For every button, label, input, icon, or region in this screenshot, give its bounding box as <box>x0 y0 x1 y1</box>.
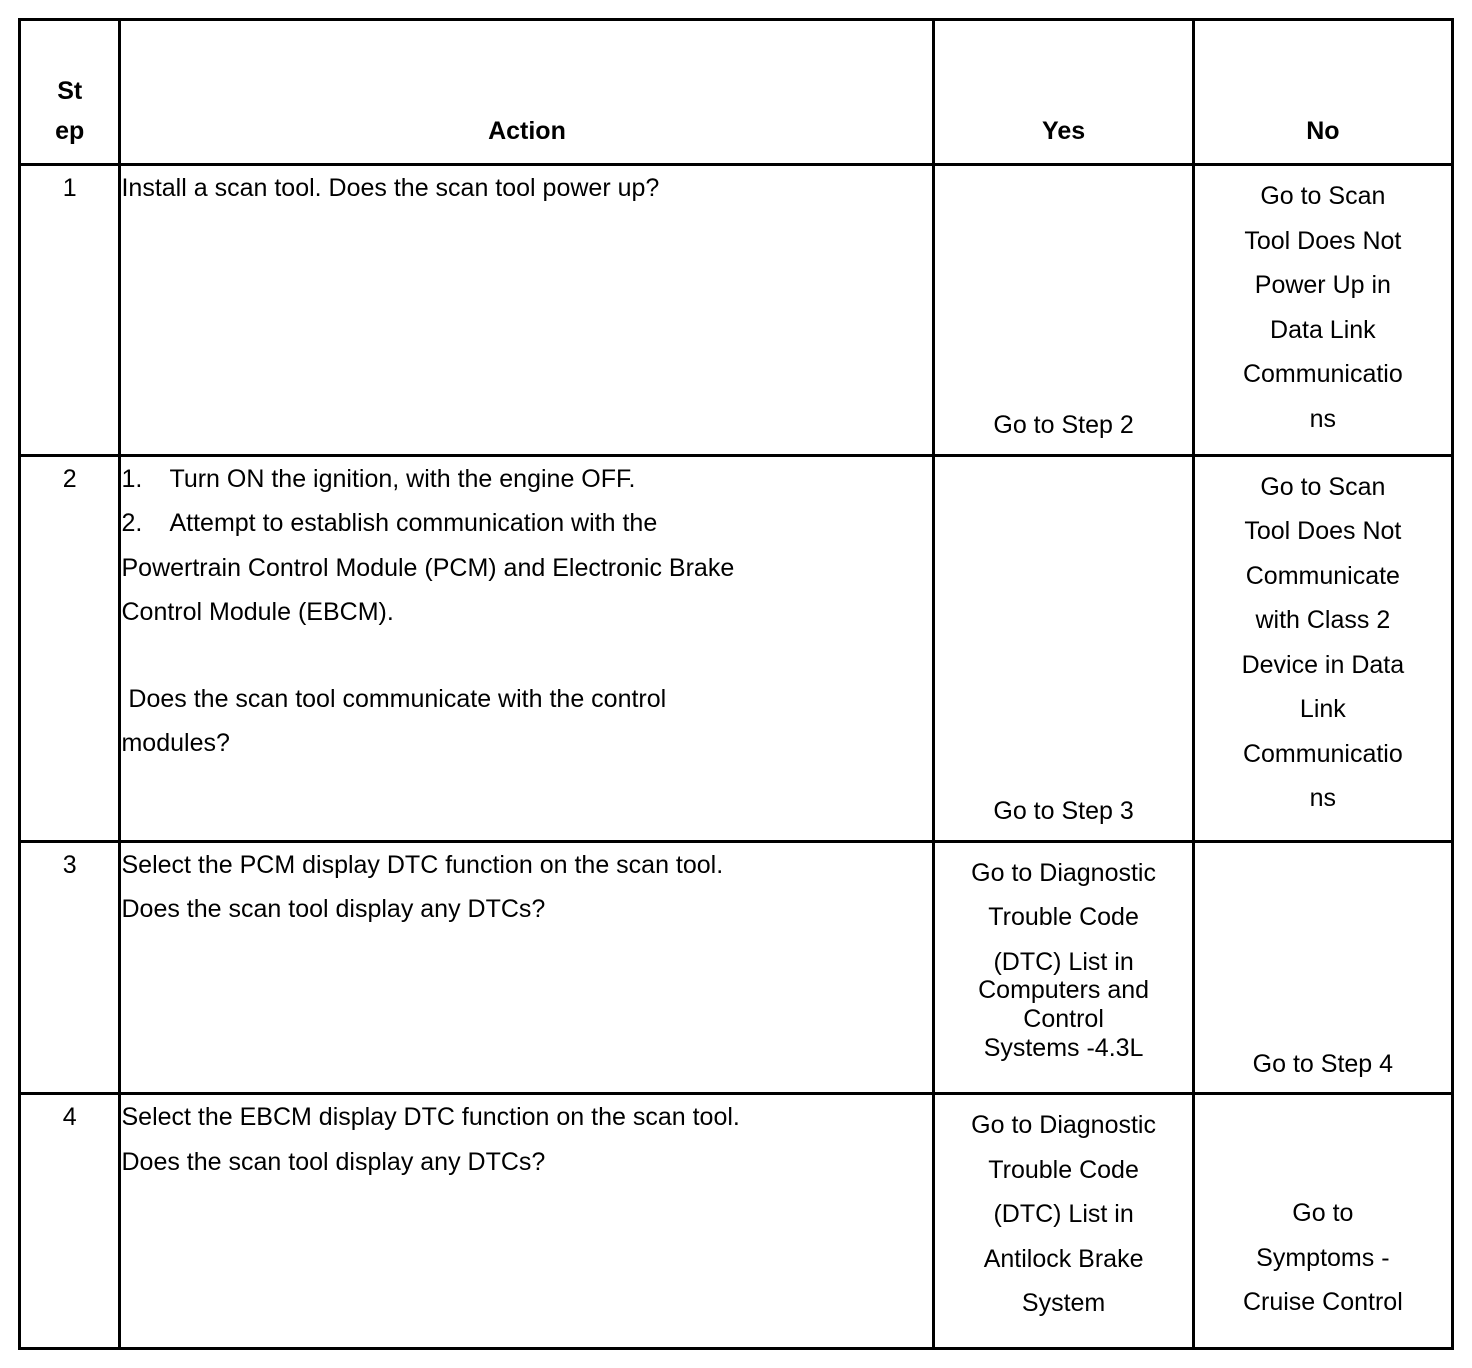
list-item-text: Turn ON the ignition, with the engine OFF. <box>169 464 636 493</box>
list-item <box>121 501 932 546</box>
action-text-line: Select the PCM display DTC function on the scan tool. <box>121 850 724 879</box>
no-text-line: Go to <box>1292 1199 1354 1228</box>
table-row <box>20 455 1453 841</box>
no-text-line: Tool Does Not <box>1244 517 1402 546</box>
diagnostic-table <box>18 18 1454 1350</box>
action-cell <box>120 841 934 1094</box>
header-action-label: Action <box>488 117 566 146</box>
no-text-line: Link <box>1299 695 1346 724</box>
list-item <box>121 457 932 502</box>
action-text-line: Does the scan tool display any DTCs? <box>121 895 546 924</box>
yes-text-line: Control <box>1023 1005 1104 1034</box>
list-number: 1. <box>121 464 143 493</box>
header-step <box>20 20 120 165</box>
action-text: Install a scan tool. Does the scan tool power up? <box>121 174 660 203</box>
no-text-line: Symptoms - <box>1256 1243 1390 1272</box>
no-text-line: with Class 2 <box>1255 606 1391 635</box>
table-row <box>20 165 1453 456</box>
yes-text-line: Trouble Code <box>988 903 1139 932</box>
header-yes <box>934 20 1193 165</box>
action-cell <box>120 455 934 841</box>
action-cell <box>120 165 934 456</box>
no-text-line: Tool Does Not <box>1244 226 1402 255</box>
yes-cell[interactable] <box>934 1094 1193 1349</box>
no-text-line: Communicatio <box>1242 360 1403 389</box>
list-number: 2. <box>121 509 143 538</box>
no-text-line: Data Link <box>1270 315 1376 344</box>
no-cell[interactable] <box>1193 455 1452 841</box>
step-number: 2 <box>20 455 120 841</box>
step-number: 3 <box>20 841 120 1094</box>
yes-text-line: Trouble Code <box>988 1155 1139 1184</box>
question-text-line: modules? <box>121 729 230 758</box>
list-item-text: Attempt to establish communication with the <box>169 509 658 538</box>
table-row <box>20 1094 1453 1349</box>
header-no <box>1193 20 1452 165</box>
no-text-line: Communicatio <box>1242 739 1403 768</box>
table-row <box>20 841 1453 1094</box>
yes-text-line: (DTC) List in <box>993 947 1134 976</box>
action-text-line: Powertrain Control Module (PCM) and Electronic Brake <box>121 553 735 582</box>
step-number: 1 <box>20 165 120 456</box>
action-text-line: Does the scan tool display any DTCs? <box>121 1147 546 1176</box>
yes-text-line: Computers and <box>978 976 1150 1005</box>
header-row <box>20 20 1453 165</box>
yes-link[interactable]: Go to Step 2 <box>993 411 1134 440</box>
yes-text-line: System <box>1021 1289 1106 1318</box>
no-text-line: Go to Scan <box>1260 472 1386 501</box>
yes-text-line: Go to Diagnostic <box>971 1111 1156 1140</box>
header-action <box>120 20 934 165</box>
yes-cell[interactable] <box>934 841 1193 1094</box>
header-no-label: No <box>1306 117 1340 146</box>
header-step-line: St <box>57 77 83 106</box>
action-text-line: Select the EBCM display DTC function on the scan tool. <box>121 1103 740 1132</box>
no-text-line: Go to Scan <box>1260 182 1386 211</box>
question-text-line: Does the scan tool communicate with the control <box>121 684 667 713</box>
yes-text-line: Systems -4.3L <box>983 1034 1144 1063</box>
no-text-line: Communicate <box>1245 561 1400 590</box>
no-cell[interactable] <box>1193 165 1452 456</box>
no-link[interactable]: Go to Step 4 <box>1252 1049 1394 1078</box>
no-text-line: ns <box>1309 404 1337 433</box>
no-text-line: Device in Data <box>1241 650 1405 679</box>
header-step-line: ep <box>55 117 85 146</box>
no-text-line: Cruise Control <box>1242 1288 1403 1317</box>
yes-text-line: (DTC) List in <box>993 1200 1134 1229</box>
no-cell[interactable] <box>1193 1094 1452 1349</box>
header-yes-label: Yes <box>1042 117 1086 146</box>
action-cell <box>120 1094 934 1349</box>
no-text-line: ns <box>1309 784 1337 813</box>
no-text-line: Power Up in <box>1254 271 1391 300</box>
action-text-line: Control Module (EBCM). <box>121 598 394 627</box>
yes-text-line: Go to Diagnostic <box>971 858 1156 887</box>
yes-cell <box>934 455 1193 841</box>
yes-cell <box>934 165 1193 456</box>
yes-link[interactable]: Go to Step 3 <box>993 797 1134 826</box>
yes-text-line: Antilock Brake <box>983 1244 1144 1273</box>
step-number: 4 <box>20 1094 120 1349</box>
no-cell <box>1193 841 1452 1094</box>
